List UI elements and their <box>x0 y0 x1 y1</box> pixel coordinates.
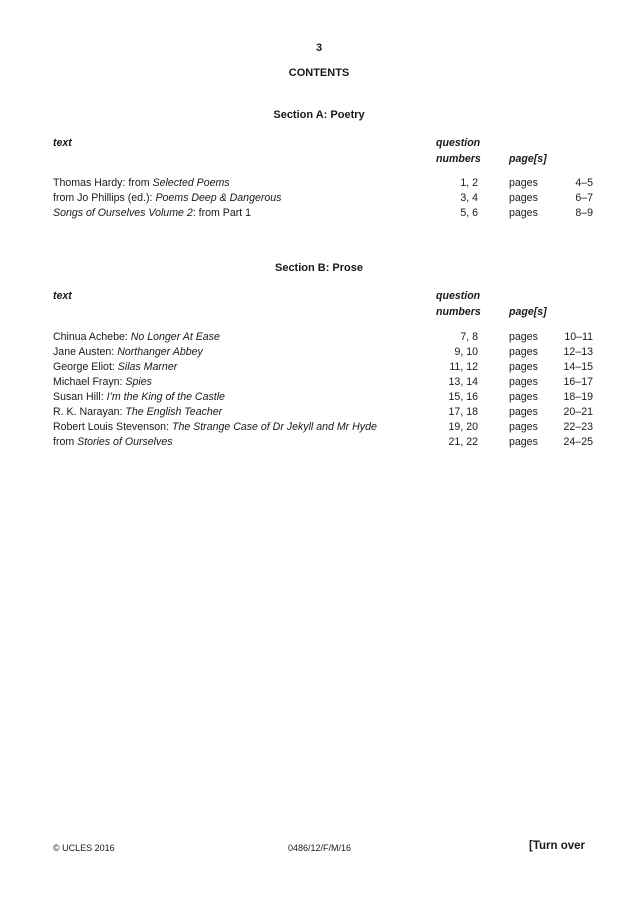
row-page-range: 18–19 <box>563 391 593 403</box>
row-pages-word: pages <box>509 391 538 403</box>
row-page-range: 14–15 <box>563 361 593 373</box>
table-row <box>53 405 593 420</box>
row-work-title: Poems Deep & Dangerous <box>155 192 282 204</box>
section-b-col-question <box>436 288 481 320</box>
turn-over-label: [Turn over <box>528 840 585 852</box>
row-author: Jane Austen: <box>53 346 118 358</box>
row-question-numbers: 3, 4 <box>460 192 478 204</box>
row-page-range: 20–21 <box>563 406 593 418</box>
row-author: Thomas Hardy: from <box>53 177 153 189</box>
row-pages-word: pages <box>509 361 538 373</box>
table-row <box>53 330 593 345</box>
row-page-range: 12–13 <box>563 346 593 358</box>
row-text <box>53 435 173 450</box>
row-work-title: No Longer At Ease <box>130 331 220 343</box>
row-work-title: I’m the King of the Castle <box>106 391 225 403</box>
section-a-col-question <box>436 135 481 167</box>
row-text <box>53 390 225 405</box>
footer-copyright: © UCLES 2016 <box>53 843 115 853</box>
row-page-range: 16–17 <box>563 376 593 388</box>
row-pages-word: pages <box>509 346 538 358</box>
row-work-title: The English Teacher <box>125 406 223 418</box>
row-pages-word: pages <box>509 177 538 189</box>
row-page-range: 8–9 <box>575 207 593 219</box>
section-b-col-question-line2: numbers <box>436 306 481 318</box>
row-pages-word: pages <box>509 436 538 448</box>
row-page-range: 10–11 <box>564 331 593 343</box>
row-author: Susan Hill: <box>53 391 107 403</box>
row-author: from <box>53 436 78 448</box>
row-author: Michael Frayn: <box>53 376 126 388</box>
row-question-numbers: 11, 12 <box>449 361 478 373</box>
row-text <box>53 420 377 435</box>
table-row <box>53 191 593 206</box>
table-row <box>53 420 593 435</box>
row-question-numbers: 9, 10 <box>454 346 478 358</box>
table-row <box>53 435 593 450</box>
row-question-numbers: 13, 14 <box>448 376 478 388</box>
row-work-title: Spies <box>125 376 152 388</box>
row-question-numbers: 7, 8 <box>460 331 478 343</box>
row-work-title: Songs of Ourselves Volume 2 <box>53 207 193 219</box>
row-work-title: Northanger Abbey <box>117 346 203 358</box>
row-text <box>53 375 152 390</box>
table-row <box>53 375 593 390</box>
section-a-heading: Section A: Poetry <box>273 109 365 121</box>
row-work-title: The Strange Case of Dr Jekyll and Mr Hyde <box>171 421 377 433</box>
row-text <box>53 206 251 221</box>
row-pages-word: pages <box>509 421 538 433</box>
row-author: Robert Louis Stevenson: <box>53 421 172 433</box>
row-author: R. K. Narayan: <box>53 406 126 418</box>
page-number: 3 <box>315 42 323 54</box>
row-text <box>53 176 230 191</box>
contents-title: CONTENTS <box>288 67 350 79</box>
row-question-numbers: 19, 20 <box>448 421 478 433</box>
row-text <box>53 330 220 345</box>
section-b-heading: Section B: Prose <box>274 262 364 274</box>
footer-code: 0486/12/F/M/16 <box>288 843 352 853</box>
section-a-col-text: text <box>53 137 72 149</box>
table-row <box>53 345 593 360</box>
row-text <box>53 345 203 360</box>
row-question-numbers: 21, 22 <box>448 436 478 448</box>
row-question-numbers: 5, 6 <box>460 207 478 219</box>
row-text <box>53 405 222 420</box>
row-page-range: 24–25 <box>563 436 593 448</box>
row-text <box>53 191 281 206</box>
row-work-title: Selected Poems <box>152 177 230 189</box>
row-author: Chinua Achebe: <box>53 331 131 343</box>
table-row <box>53 176 593 191</box>
section-a-col-pages: page[s] <box>509 153 547 165</box>
row-question-numbers: 17, 18 <box>448 406 478 418</box>
row-pages-word: pages <box>509 331 538 343</box>
section-b-col-text: text <box>53 290 72 302</box>
row-page-range: 6–7 <box>575 192 593 204</box>
row-text-suffix: : from Part 1 <box>192 207 252 219</box>
row-page-range: 4–5 <box>575 177 593 189</box>
row-pages-word: pages <box>509 192 538 204</box>
row-author: George Eliot: <box>53 361 118 373</box>
row-work-title: Silas Marner <box>117 361 178 373</box>
row-pages-word: pages <box>509 376 538 388</box>
table-row <box>53 390 593 405</box>
section-b-col-pages: page[s] <box>509 306 547 318</box>
row-work-title: Stories of Ourselves <box>77 436 173 448</box>
table-row <box>53 360 593 375</box>
table-row <box>53 206 593 221</box>
row-pages-word: pages <box>509 207 538 219</box>
row-question-numbers: 15, 16 <box>448 391 478 403</box>
section-b-col-question-line1: question <box>436 290 481 302</box>
row-text <box>53 360 177 375</box>
row-author: from Jo Phillips (ed.): <box>53 192 156 204</box>
row-pages-word: pages <box>509 406 538 418</box>
row-page-range: 22–23 <box>563 421 593 433</box>
row-question-numbers: 1, 2 <box>460 177 478 189</box>
section-a-col-question-line1: question <box>436 137 481 149</box>
section-a-col-question-line2: numbers <box>436 153 481 165</box>
